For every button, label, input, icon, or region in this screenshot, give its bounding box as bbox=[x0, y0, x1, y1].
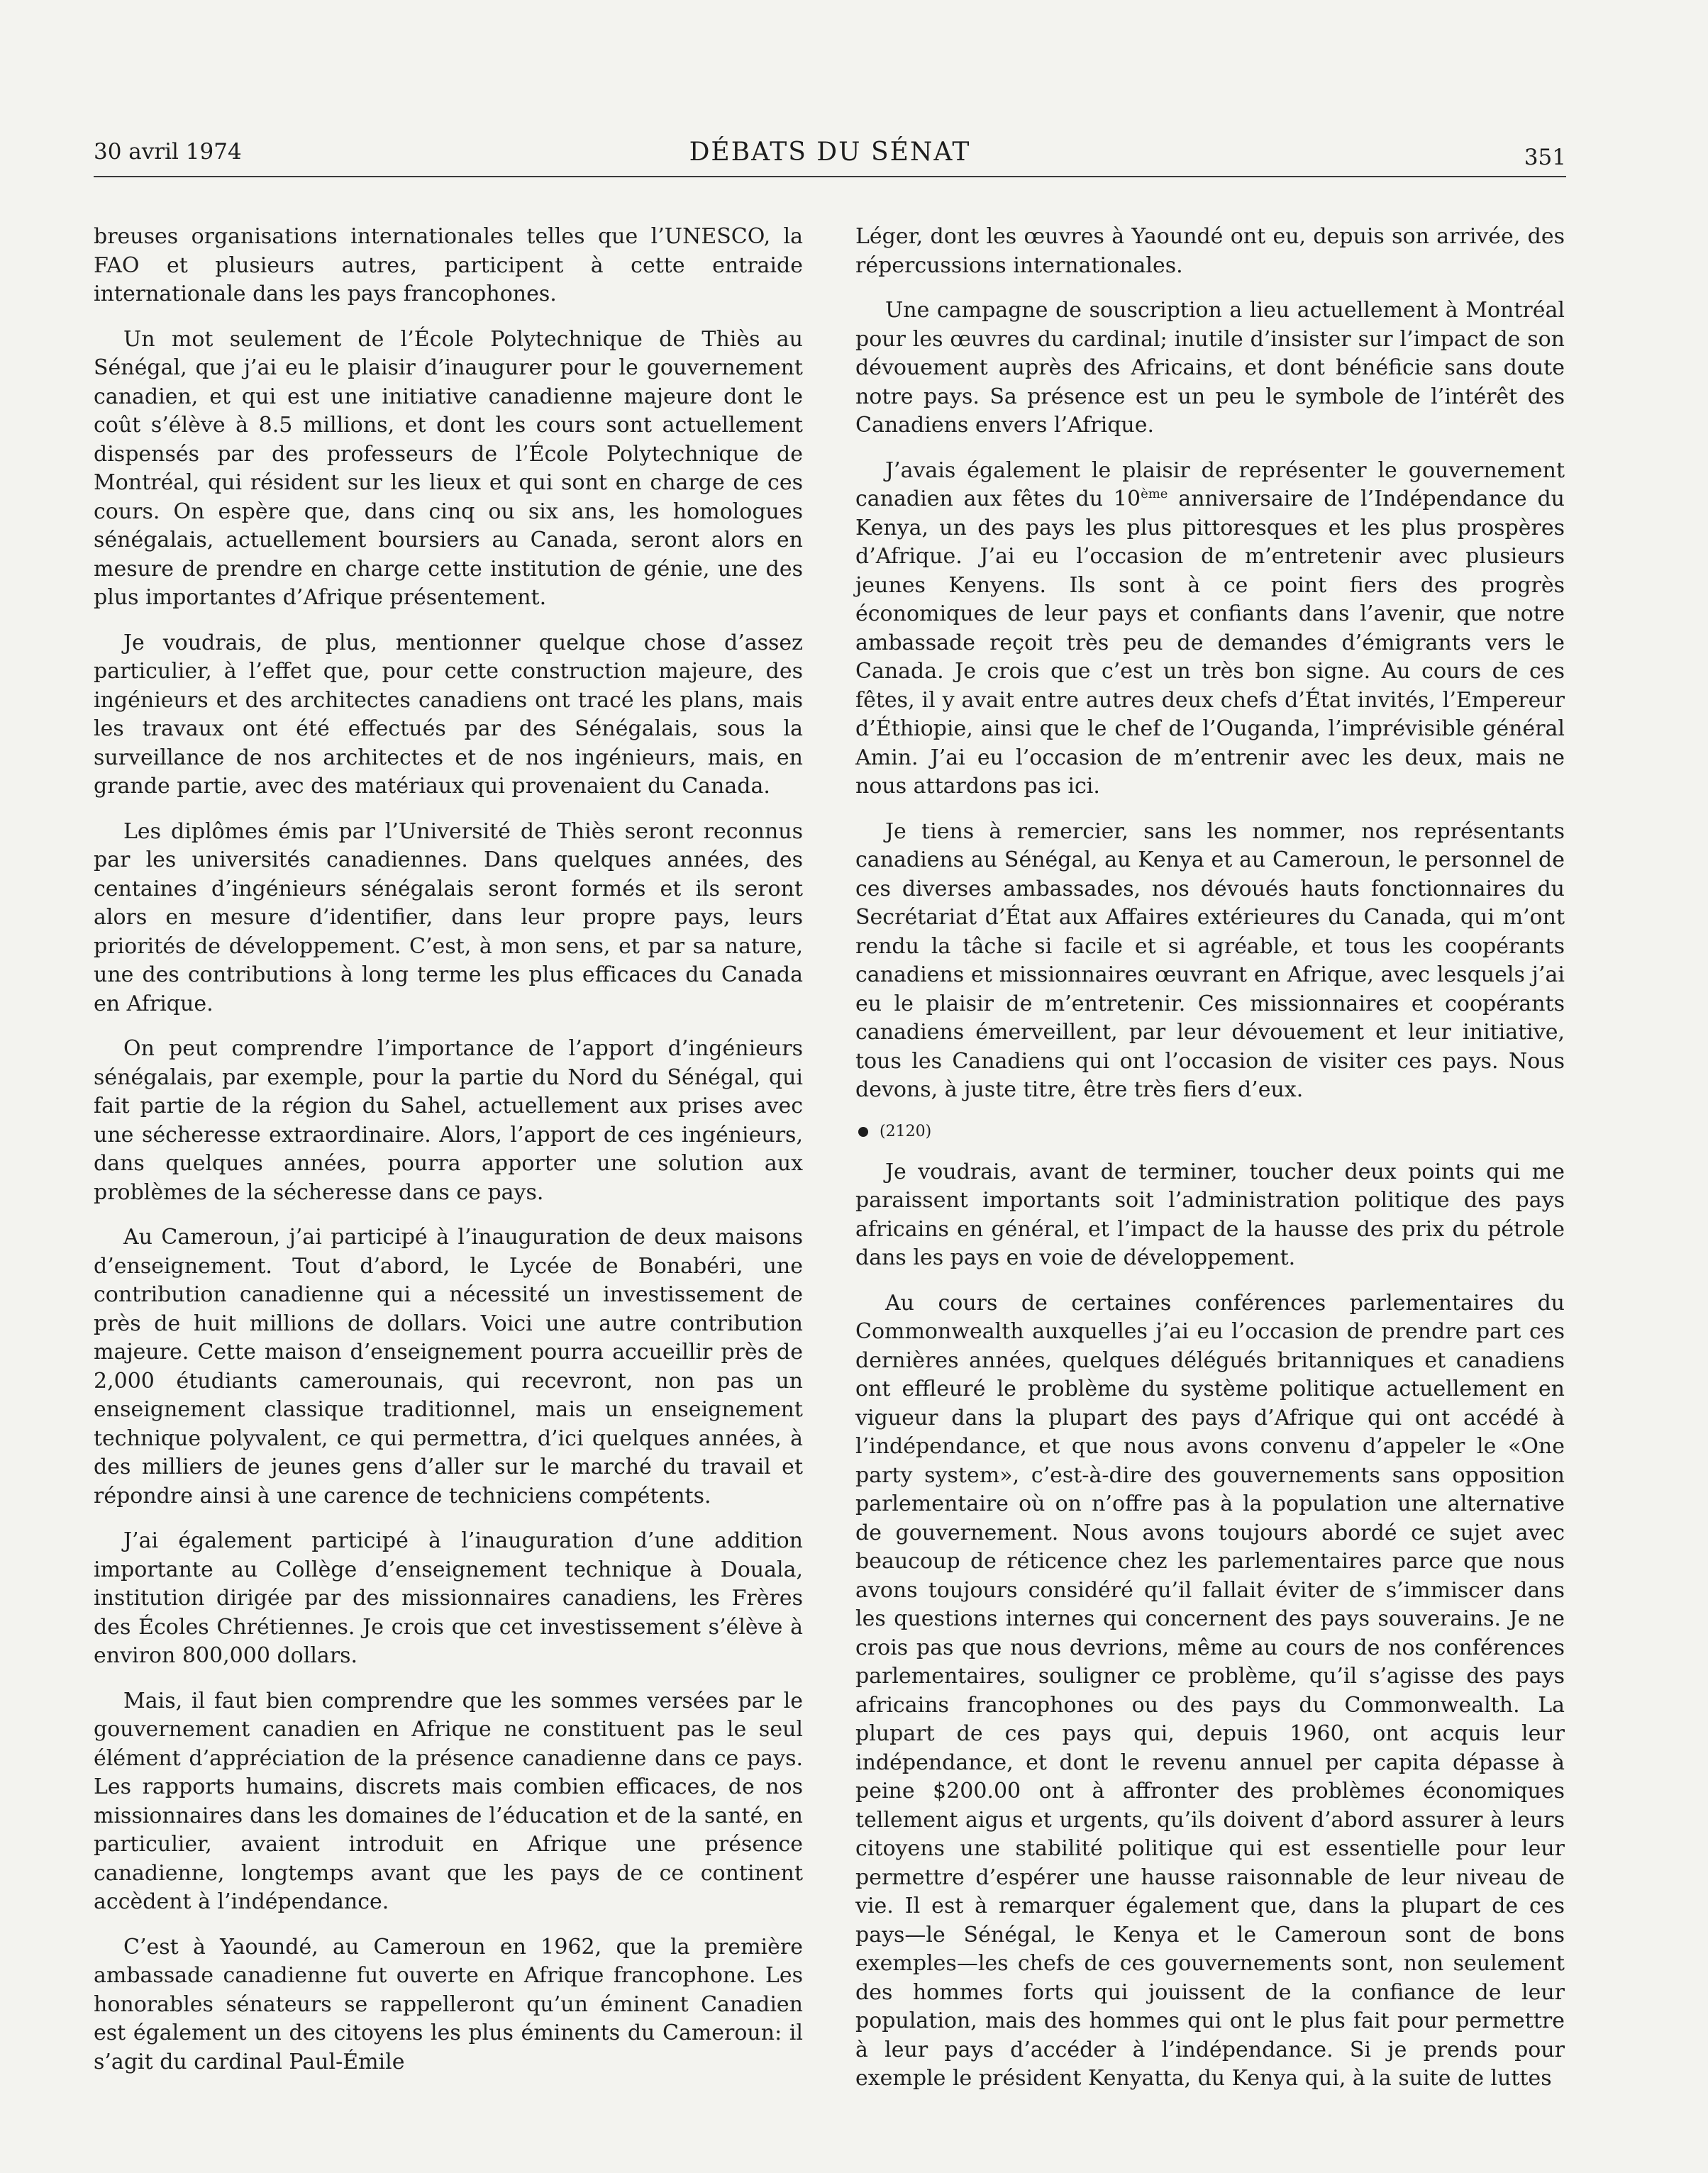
paragraph-kenya bbox=[855, 457, 1565, 801]
paragraph: Léger, dont les œuvres à Yaoundé ont eu, depuis son arrivée, des répercussions internationales. bbox=[855, 224, 1565, 278]
paragraph: On peut comprendre l’importance de l’apport d’ingénieurs sénégalais, par exemple, pour la partie du Nord du Sénégal, qui fait partie de la région du Sahel, actuellement aux prises avec une sécheresse extraordinaire. Alors, l’apport de ces ingénieurs, dans quelques années, pourra apporter une solution aux problèmes de la sécheresse dans ce pays. bbox=[94, 1036, 803, 1205]
paragraph: Les diplômes émis par l’Université de Thiès seront reconnus par les universités canadiennes. Dans quelques années, des centaines d’ingénieurs sénégalais seront formés et ils seront alors en mesure d’identifier, dans leur propre pays, leurs priorités de développement. C’est, à mon sens, et par sa nature, une des contributions à long terme les plus efficaces du Canada en Afrique. bbox=[94, 818, 803, 1016]
paragraph: C’est à Yaoundé, au Cameroun en 1962, que la première ambassade canadienne fut ouverte en Afrique francophone. Les honorables sénateurs se rappelleront qu’un éminent Canadien est également un des citoyens les plus éminents du Cameroun: il s’agit du cardinal Paul-Émile bbox=[94, 1934, 803, 2074]
paragraph: Je tiens à remercier, sans les nommer, nos représentants canadiens au Sénégal, au Kenya et au Cameroun, le personnel de ces diverses ambassades, nos dévoués hauts fonctionnaires du Secrétariat d’État aux Affaires extérieures du Canada, qui m’ont rendu la tâche si facile et si agréable, et tous les coopérants canadiens et missionnaires œuvrant en Afrique, avec lesquels j’ai eu le plaisir de m’entretenir. Ces missionnaires et coopérants canadiens émerveillent, par leur dévouement et leur initiative, tous les Canadiens qui ont l’occasion de visiter ces pays. Nous devons, à juste titre, être très fiers d’eux. bbox=[855, 818, 1565, 1102]
bullet-icon bbox=[858, 1127, 868, 1137]
right-column bbox=[855, 223, 1565, 2110]
paragraph: breuses organisations internationales telles que l’UNESCO, la FAO et plusieurs autres, participent à cette entraide internationale dans les pays francophones. bbox=[94, 224, 803, 306]
paragraph: J’ai également participé à l’inauguration d’une addition importante au Collège d’enseignement technique à Douala, institution dirigée par des missionnaires canadiens, les Frères des Écoles Chrétiennes. Je crois que cet investissement s’élève à environ 800,000 dollars. bbox=[94, 1528, 803, 1668]
paragraph: Je voudrais, de plus, mentionner quelque chose d’assez particulier, à l’effet que, pour cette construction majeure, des ingénieurs et des architectes canadiens ont tracé les plans, mais les travaux ont été effectués par des Sénégalais, sous la surveillance de nos architectes et de nos ingénieurs, mais, en grande partie, avec des matériaux qui provenaient du Canada. bbox=[94, 630, 803, 799]
header-title: DÉBATS DU SÉNAT bbox=[689, 138, 971, 167]
paragraph: Une campagne de souscription a lieu actuellement à Montréal pour les œuvres du cardinal; inutile d’insister sur l’impact de son dévouement auprès des Africains, et dont bénéficie sans doute notre pays. Sa présence est un peu le symbole de l’intérêt des Canadiens envers l’Afrique. bbox=[855, 298, 1565, 438]
header-date: 30 avril 1974 bbox=[94, 139, 242, 165]
paragraph-text: J’avais également le plaisir de représenter le gouvernement canadien aux fêtes du 10 bbox=[855, 457, 1565, 511]
superscript: ème bbox=[1141, 487, 1168, 501]
paragraph: Au Cameroun, j’ai participé à l’inauguration de deux maisons d’enseignement. Tout d’abord, le Lycée de Bonabéri, une contribution canadienne qui a nécessité un investissement de près de huit millions de dollars. Voici une autre contribution majeure. Cette maison d’enseignement pourra accueillir près de 2,000 étudiants camerounais, qui recevront, non pas un enseignement classique traditionnel, mais un enseignement technique polyvalent, ce qui permettra, d’ici quelques années, à des milliers de jeunes gens d’aller sur le marché du travail et répondre ainsi à une carence de techniciens compétents. bbox=[94, 1225, 803, 1508]
time-marker bbox=[855, 1121, 1565, 1143]
paragraph: Mais, il faut bien comprendre que les sommes versées par le gouvernement canadien en Afrique ne constituent pas le seul élément d’appréciation de la présence canadienne dans ce pays. Les rapports humains, discrets mais combien efficaces, de nos missionnaires dans les domaines de l’éducation et de la santé, en particulier, avaient introduit en Afrique une présence canadienne, longtemps avant que les pays de ce continent accèdent à l’indépendance. bbox=[94, 1688, 803, 1914]
left-column bbox=[94, 223, 803, 2093]
paragraph: Au cours de certaines conférences parlementaires du Commonwealth auxquelles j’ai eu l’occasion de prendre part ces dernières années, quelques délégués britanniques et canadiens ont effleuré le problème du système politique actuellement en vigueur dans la plupart des pays d’Afrique qui ont accédé à l’indépendance, et que nous avons convenu d’appeler le «One party system», c’est-à-dire des gouvernements sans opposition parlementaire où on n’offre pas à la population une alternative de gouvernement. Nous avons toujours abordé ce sujet avec beaucoup de réticence chez les parlementaires parce que nous avons toujours considéré qu’il fallait éviter de s’immiscer dans les questions internes qui concernent des pays souverains. Je ne crois pas que nous devrions, même au cours de nos conférences parlementaires, souligner ce problème, qu’il s’agisse des pays africains francophones ou des pays du Commonwealth. La plupart de ces pays qui, depuis 1960, ont acquis leur indépendance, et dont le revenu annuel per capita dépasse à peine $200.00 ont à affronter des problèmes économiques tellement aigus et urgents, qu’ils doivent d’abord assurer à leurs citoyens une stabilité politique qui est essentielle pour leur permettre d’espérer une hausse raisonnable de leur niveau de vie. Il est à remarquer également que, dans la plupart de ces pays—le Sénégal, le Kenya et le Cameroun sont de bons exemples—les chefs de ces gouvernements sont, non seulement des hommes forts qui jouissent de la confiance de leur population, mais des hommes qui ont le plus fait pour permettre à leur pays d’accéder à l’indépendance. Si je prends pour exemple le président Kenyatta, du Kenya qui, à la suite de luttes bbox=[855, 1290, 1565, 2091]
paragraph: Je voudrais, avant de terminer, toucher deux points qui me paraissent importants soit l’administration politique des pays africains en général, et l’impact de la hausse des prix du pétrole dans les pays en voie de développement. bbox=[855, 1159, 1565, 1270]
paragraph: Un mot seulement de l’École Polytechnique de Thiès au Sénégal, que j’ai eu le plaisir d’inaugurer pour le gouvernement canadien, et qui est une initiative canadienne majeure dont le coût s’élève à 8.5 millions, et dont les cours sont actuellement dispensés par des professeurs de l’École Polytechnique de Montréal, qui résident sur les lieux et qui sont en charge de ces cours. On espère que, dans cinq ou six ans, les homologues sénégalais, actuellement boursiers au Canada, seront alors en mesure de prendre en charge cette institution de génie, une des plus importantes d’Afrique présentement. bbox=[94, 326, 803, 610]
page-header bbox=[94, 139, 1566, 177]
paragraph-text: anniversaire de l’Indépendance du Kenya, un des pays les plus pittoresques et les plus prospères d’Afrique. J’ai eu l’occasion de m’entretenir avec plusieurs jeunes Kenyens. Ils sont à ce point fiers des progrès économiques de leur pays et confiants dans l’avenir, que notre ambassade reçoit très peu de demandes d’émigrants vers le Canada. Je crois que c’est un très bon signe. Au cours de ces fêtes, il y avait entre autres deux chefs d’État invités, l’Empereur d’Éthiopie, ainsi que le chef de l’Ouganda, l’imprévisible général Amin. J’ai eu l’occasion de m’entrenir avec les deux, mais ne nous attardons pas ici. bbox=[855, 487, 1565, 799]
page-number: 351 bbox=[1524, 145, 1566, 170]
time-marker-text: (2120) bbox=[880, 1122, 932, 1140]
